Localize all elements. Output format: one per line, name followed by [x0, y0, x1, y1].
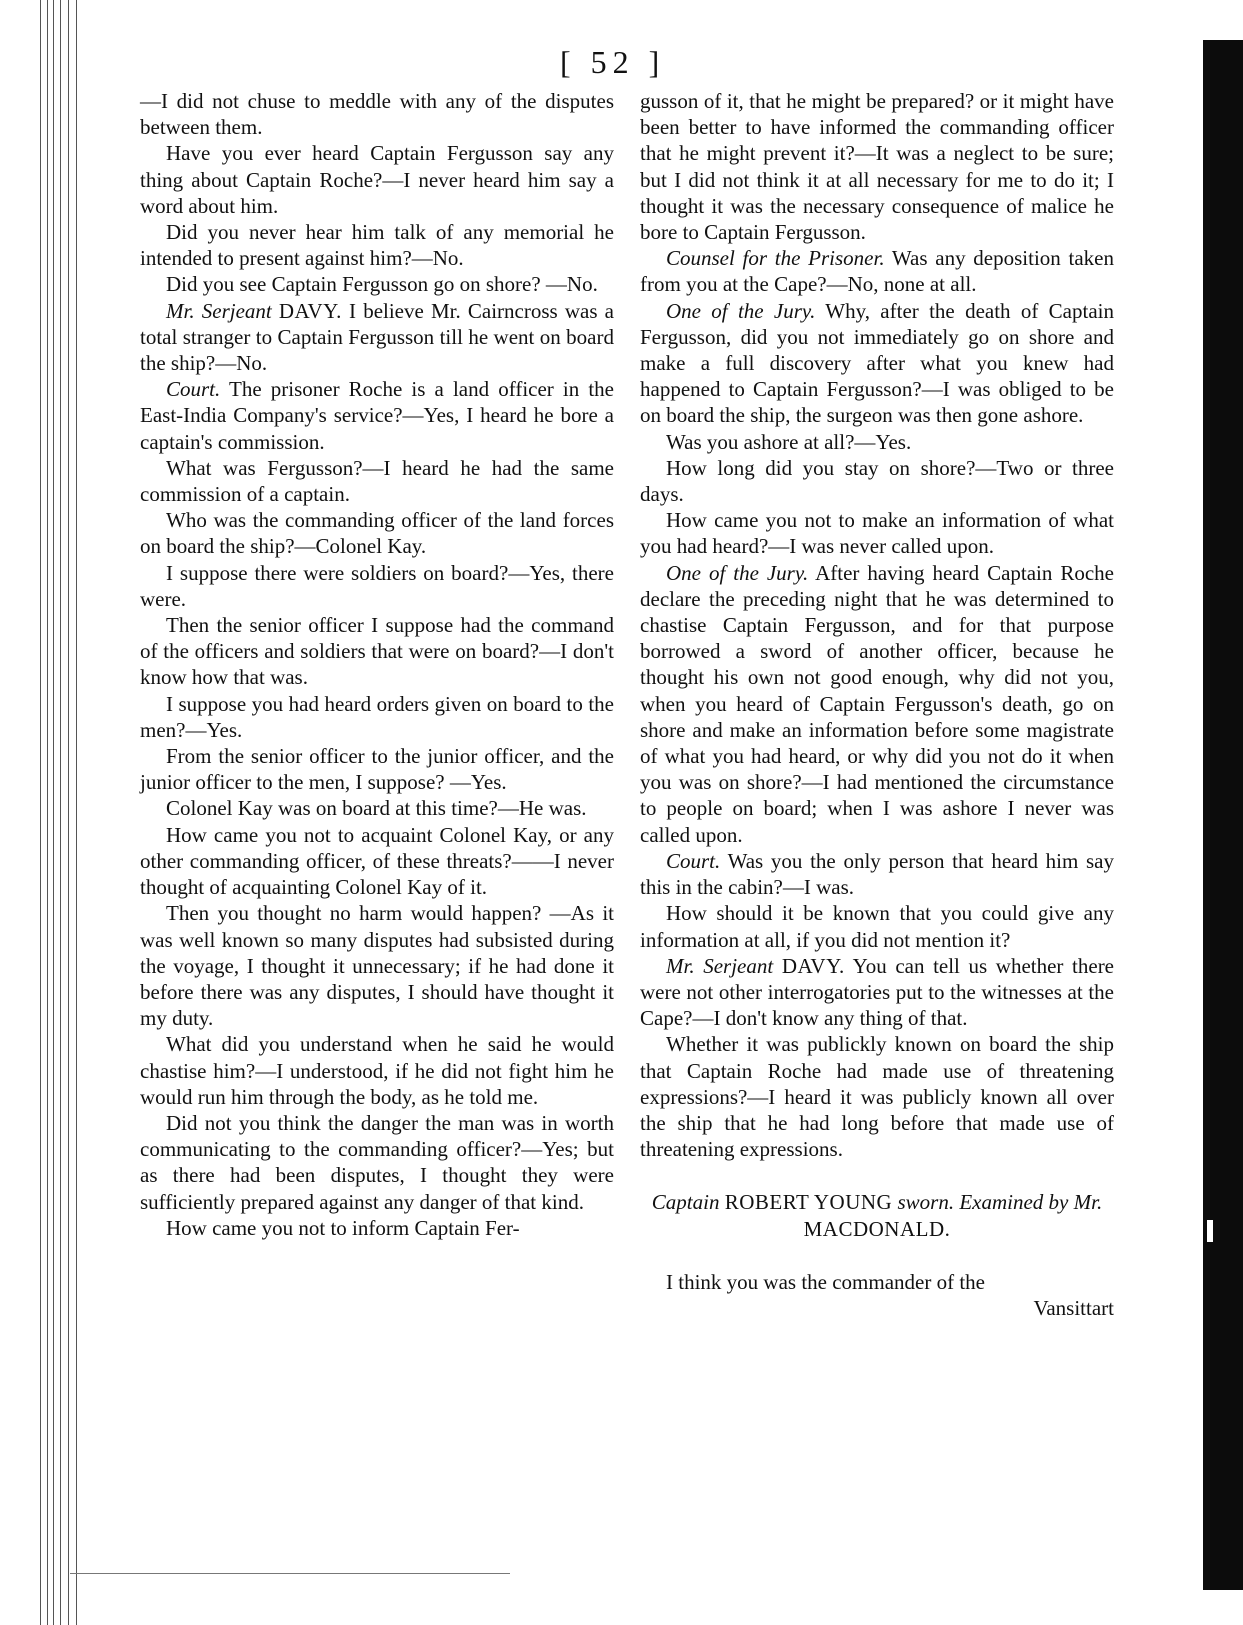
paragraph: Did you never hear him talk of any memorial he intended to present against him?—No. [140, 220, 614, 271]
left-column [140, 88, 614, 1241]
paragraph: Then you thought no harm would happen? —As it was well known so many disputes had subsisted during the voyage, I thought it unnecessary; if he had done it before there was any disputes, I should have thought it my duty. [140, 901, 614, 1031]
paragraph: What did you understand when he said he would chastise him?—I understood, if he did not fight him he would run him through the body, as he told me. [140, 1032, 614, 1109]
paragraph: Court. The prisoner Roche is a land officer in the East-India Company's service?—Yes, I heard he bore a captain's commission. [140, 377, 614, 454]
paragraph: How came you not to acquaint Colonel Kay, or any other commanding officer, of these threats?——I never thought of acquainting Colonel Kay of it. [140, 822, 614, 900]
catchword: Vansittart [1033, 1295, 1114, 1320]
paragraph: One of the Jury. After having heard Captain Roche declare the preceding night that he was determined to chastise Captain Fergusson, and for that purpose borrowed a sword of another officer, because he thought his own not good enough, why did not you, when you heard of Captain Fergusson's death, go on shore and make an information before some magistrate of what you had heard, or why did you not do it when you was on shore?—I had mentioned the circumstance to people on board; when I was ashore I never was called upon. [640, 560, 1114, 847]
paragraph: I suppose you had heard orders given on board to the men?—Yes. [140, 691, 614, 742]
paragraph: gusson of it, that he might be prepared? or it might have been better to have informed the commanding officer that he might prevent it?—It was a neglect to be sure; but I did not think it at all necessary for me to do it; I thought it was the necessary consequence of malice he bore to Captain Fergusson. [640, 89, 1114, 245]
paragraph: How should it be known that you could give any information at all, if you did not mention it? [640, 901, 1114, 952]
paragraph: Did not you think the danger the man was in worth communicating to the commanding officer?—Yes; but as there had been disputes, I thought they were sufficiently prepared against any danger of that kind. [140, 1110, 614, 1214]
paragraph: I suppose there were soldiers on board?—Yes, there were. [140, 560, 614, 611]
paragraph: Counsel for the Prisoner. Was any deposition taken from you at the Cape?—No, none at all. [640, 246, 1114, 297]
paragraph: Have you ever heard Captain Fergusson say any thing about Captain Roche?—I never heard him say a word about him. [140, 141, 614, 218]
scan-edge-bar [1203, 40, 1243, 1590]
page-number: [ 52 ] [560, 44, 666, 80]
witness-heading: Captain ROBERT YOUNG sworn. Examined by Mr. MACDONALD. [651, 1190, 1103, 1241]
paragraph: Who was the commanding officer of the land forces on board the ship?—Colonel Kay. [140, 508, 614, 559]
paragraph: I think you was the commander of the [666, 1269, 985, 1294]
paragraph: Did you see Captain Fergusson go on shore? —No. [166, 272, 598, 297]
paragraph: Court. Was you the only person that heard him say this in the cabin?—I was. [640, 848, 1114, 900]
paragraph: What was Fergusson?—I heard he had the same commission of a captain. [140, 455, 614, 507]
paragraph: Was you ashore at all?—Yes. [666, 429, 912, 454]
paragraph: How long did you stay on shore?—Two or three days. [640, 455, 1114, 507]
right-column [640, 88, 1114, 1321]
paragraph: Mr. Serjeant DAVY. You can tell us whether there were not other interrogatories put to the witnesses at the Cape?—I don't know any thing of that. [640, 953, 1115, 1031]
paragraph: Then the senior officer I suppose had the command of the officers and soldiers that were on board?—I don't know how that was. [140, 613, 614, 690]
paragraph: How came you not to inform Captain Fer- [166, 1215, 520, 1240]
paragraph: —I did not chuse to meddle with any of the disputes between them. [140, 89, 614, 140]
page-rule [70, 1573, 510, 1574]
paragraph: From the senior officer to the junior officer, and the junior officer to the men, I suppose? —Yes. [140, 744, 614, 795]
paragraph: Whether it was publickly known on board the ship that Captain Roche had made use of threatening expressions?—I heard it was publicly known all over the ship that he had long before that made use of threatening expressions. [640, 1032, 1114, 1162]
paragraph: Colonel Kay was on board at this time?—He was. [166, 796, 587, 821]
paragraph: One of the Jury. Why, after the death of Captain Fergusson, did you not immediately go on shore and make a full discovery after what you knew had happened to Captain Fergusson?—I was obliged to be on board the ship, the surgeon was then gone ashore. [640, 298, 1114, 428]
paragraph: Mr. Serjeant DAVY. I believe Mr. Cairncross was a total stranger to Captain Fergusson till he went on board the ship?—No. [140, 298, 614, 376]
paragraph: How came you not to make an information of what you had heard?—I was never called upon. [640, 508, 1114, 559]
binding-gutter [38, 0, 84, 1625]
